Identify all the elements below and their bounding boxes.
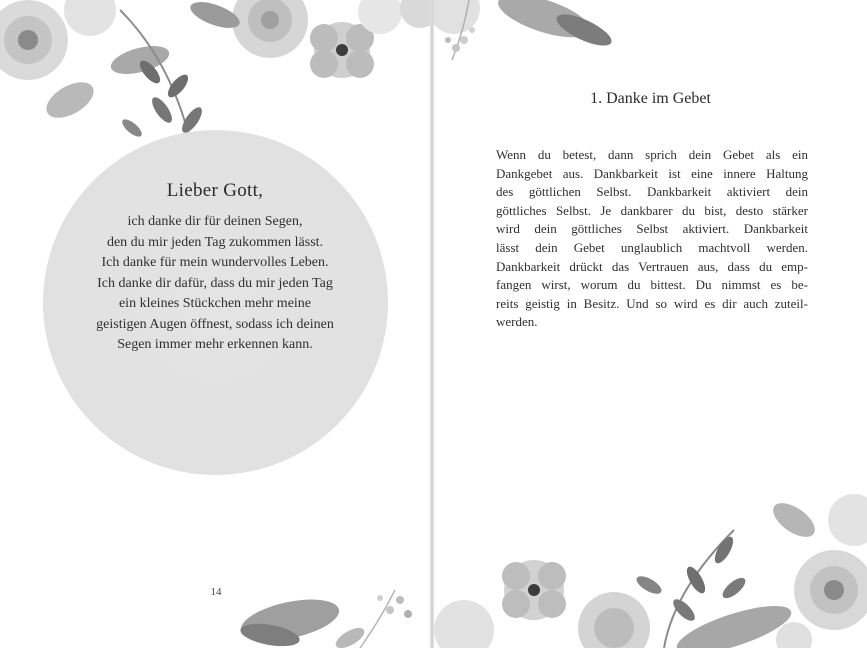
chapter-title: 1. Danke im Gebet xyxy=(590,90,711,107)
prayer-line: Ich danke dir dafür, dass du mir jeden Tag xyxy=(97,275,333,291)
prayer-line: Segen immer mehr erkennen kann. xyxy=(117,337,313,352)
prayer-line: ein kleines Stückchen mehr meine xyxy=(118,296,312,311)
body-line: Wenn du betest, dann sprich dein Gebet als ein xyxy=(496,147,808,162)
body-line: Dankbarkeit drückt das Vertrauen aus, dass du emp- xyxy=(496,258,808,274)
right-page xyxy=(434,0,867,648)
floral-illustration-bottom-right xyxy=(434,480,867,648)
prayer-text xyxy=(60,212,370,356)
prayer-line: geistigen Augen öffnest, sodass ich deinen xyxy=(96,316,334,332)
left-page xyxy=(0,0,431,648)
body-line: Dankgebet aus. Dankbarkeit ist eine innere Haltung xyxy=(496,165,808,181)
prayer-block xyxy=(60,180,370,356)
floral-illustration-top-right xyxy=(434,0,867,70)
body-line: wird dein göttliches Selbst aktiviert. Dankbarkeit xyxy=(496,221,808,237)
body-line: werden. xyxy=(496,314,538,330)
body-line: des göttlichen Selbst. Dankbarkeit aktiviert dein xyxy=(496,184,808,200)
body-line: lässt dein Gebet unglaublich machtvoll werden. xyxy=(496,239,808,255)
prayer-title: Lieber Gott, xyxy=(166,180,264,201)
page-number: 14 xyxy=(210,586,222,598)
floral-illustration-bottom-left xyxy=(230,580,431,648)
prayer-line: ich danke dir für deinen Segen, xyxy=(127,214,303,229)
body-line: fangen wirst, worum du bittest. Du nimmst es be- xyxy=(496,277,808,293)
prayer-line: Ich danke für mein wundervolles Leben. xyxy=(101,255,329,270)
prayer-line: den du mir jeden Tag zukommen lässt. xyxy=(106,234,324,250)
body-line: reits geistig in Besitz. Und so wird es dir auch zuteil- xyxy=(496,295,808,311)
body-paragraph xyxy=(496,146,808,332)
body-line: göttliches Selbst. Je dankbarer du bist, desto stärker xyxy=(496,202,808,218)
